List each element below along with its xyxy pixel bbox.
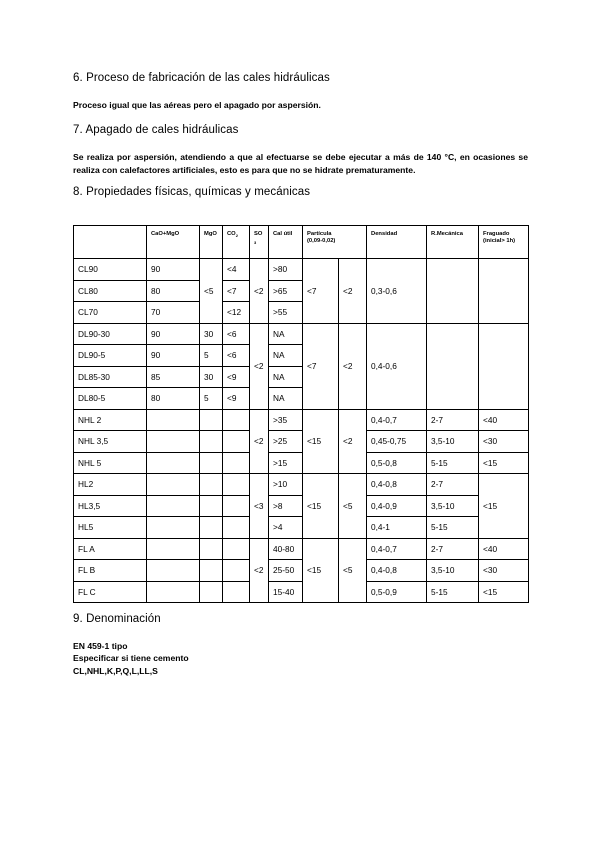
cell-so3: <2 [250,538,269,603]
cell-name: CL90 [74,259,147,281]
cell-mgo [200,452,223,474]
cell-densidad: 0,3-0,6 [367,259,427,324]
cell-co2: <7 [223,280,250,302]
header-co2-sub: 2 [235,233,238,239]
denominacion-block [73,640,189,677]
table-row [74,323,529,345]
cell-rmecanica [427,323,479,409]
section-8-title: 8. Propiedades físicas, químicas y mecánicas [73,186,311,198]
cell-mgo [200,431,223,453]
cell-co2: <4 [223,259,250,281]
cell-cao-mgo: 70 [147,302,200,324]
cell-part-b: <2 [339,409,367,474]
header-fraguado-sub: (inicial> 1h) [483,238,516,244]
cell-cao-mgo [147,495,200,517]
cell-part-b: <2 [339,259,367,324]
header-particula-range: (0,09-0,02) [307,238,336,244]
cell-densidad: 0,5-0,8 [367,452,427,474]
header-so3 [250,226,269,259]
cell-densidad: 0,4-0,8 [367,474,427,496]
cell-rmecanica: 5-15 [427,581,479,603]
cell-fraguado: <15 [479,474,529,539]
cell-cao-mgo [147,409,200,431]
cell-co2 [223,517,250,539]
cell-cal-util: >8 [269,495,303,517]
cell-fraguado: <15 [479,452,529,474]
cell-rmecanica: 2-7 [427,409,479,431]
cell-co2 [223,495,250,517]
cell-rmecanica: 3,5-10 [427,560,479,582]
cell-fraguado [479,259,529,324]
section-7-text-line1: Se realiza por aspersión, atendiendo a que al efectuarse se debe ejecutar a más de 140 °C, en ocasiones se [73,152,528,162]
cell-mgo [200,517,223,539]
cell-cao-mgo [147,560,200,582]
cell-mgo [200,409,223,431]
cell-name: NHL 3,5 [74,431,147,453]
cell-co2 [223,474,250,496]
cell-mgo [200,581,223,603]
cell-co2: <9 [223,388,250,410]
cell-co2: <9 [223,366,250,388]
cell-cal-util: 15-40 [269,581,303,603]
cell-co2: <6 [223,345,250,367]
cell-mgo: <5 [200,259,223,324]
cell-co2: <12 [223,302,250,324]
table-row [74,431,529,453]
header-particula-text: Partícula [307,231,332,237]
cell-name: DL90-5 [74,345,147,367]
cell-densidad: 0,4-1 [367,517,427,539]
cell-rmecanica: 2-7 [427,474,479,496]
cell-cao-mgo [147,517,200,539]
cell-co2 [223,538,250,560]
cell-cao-mgo: 90 [147,345,200,367]
cell-cao-mgo: 90 [147,323,200,345]
cell-cao-mgo: 90 [147,259,200,281]
table-row [74,560,529,582]
cell-cao-mgo [147,538,200,560]
cell-so3: <2 [250,409,269,474]
cell-cal-util: >35 [269,409,303,431]
cell-part-b: <5 [339,538,367,603]
cell-cal-util: >4 [269,517,303,539]
cell-co2 [223,581,250,603]
cell-cao-mgo [147,474,200,496]
section-6-text: Proceso igual que las aéreas pero el apagado por aspersión. [73,100,321,110]
cell-part-a: <15 [303,474,339,539]
cell-densidad: 0,45-0,75 [367,431,427,453]
cell-densidad: 0,4-0,7 [367,409,427,431]
cell-cao-mgo: 80 [147,388,200,410]
cell-cal-util: NA [269,366,303,388]
header-particula [303,226,367,259]
cell-densidad: 0,4-0,8 [367,560,427,582]
cell-mgo [200,560,223,582]
cell-fraguado: <15 [479,581,529,603]
cell-cal-util: 25-50 [269,560,303,582]
cell-part-b: <5 [339,474,367,539]
cell-name: FL B [74,560,147,582]
cell-cal-util: NA [269,388,303,410]
cell-so3: <2 [250,259,269,324]
cell-so3: <2 [250,323,269,409]
table-header-row [74,226,529,259]
header-densidad: Densidad [367,226,427,259]
cell-fraguado: <40 [479,538,529,560]
denominacion-line1: EN 459-1 tipo [73,641,128,651]
cell-cal-util: 40-80 [269,538,303,560]
cell-mgo [200,474,223,496]
cell-rmecanica: 3,5-10 [427,431,479,453]
table-row [74,474,529,496]
cell-co2 [223,560,250,582]
cell-co2 [223,452,250,474]
cell-cal-util: >55 [269,302,303,324]
header-cao-mgo: CaO+MgO [147,226,200,259]
cell-name: DL90-30 [74,323,147,345]
cell-cao-mgo: 80 [147,280,200,302]
cell-mgo [200,495,223,517]
cell-rmecanica: 2-7 [427,538,479,560]
header-so3-text: SO [254,231,263,237]
cell-cao-mgo: 85 [147,366,200,388]
table-row [74,452,529,474]
table-row [74,581,529,603]
properties-table [73,225,529,603]
cell-name: NHL 5 [74,452,147,474]
section-7-title: 7. Apagado de cales hidráulicas [73,124,239,136]
cell-name: HL3,5 [74,495,147,517]
cell-name: CL70 [74,302,147,324]
header-rmecanica: R.Mecánica [427,226,479,259]
cell-name: HL2 [74,474,147,496]
cell-densidad: 0,4-0,6 [367,323,427,409]
cell-densidad: 0,4-0,7 [367,538,427,560]
section-6-title: 6. Proceso de fabricación de las cales hidráulicas [73,72,330,84]
denominacion-line2: Especificar si tiene cemento [73,653,189,664]
cell-so3: <3 [250,474,269,539]
cell-rmecanica: 3,5-10 [427,495,479,517]
cell-cal-util: >80 [269,259,303,281]
section-9-title: 9. Denominación [73,613,161,625]
table-row [74,259,529,281]
cell-cal-util: NA [269,345,303,367]
cell-cal-util: >15 [269,452,303,474]
cell-cal-util: NA [269,323,303,345]
cell-fraguado [479,323,529,409]
cell-rmecanica [427,259,479,324]
table-row [74,517,529,539]
cell-fraguado: <30 [479,431,529,453]
cell-co2: <6 [223,323,250,345]
header-empty [74,226,147,259]
cell-part-b: <2 [339,323,367,409]
cell-fraguado: <40 [479,409,529,431]
header-mgo: MgO [200,226,223,259]
table-row [74,538,529,560]
cell-mgo: 5 [200,345,223,367]
cell-mgo [200,538,223,560]
cell-cal-util: >10 [269,474,303,496]
cell-densidad: 0,5-0,9 [367,581,427,603]
table-row [74,409,529,431]
cell-densidad: 0,4-0,9 [367,495,427,517]
header-so3-sub: 3 [254,240,257,246]
cell-mgo: 30 [200,366,223,388]
cell-name: FL A [74,538,147,560]
header-co2-text: CO [227,231,236,237]
cell-rmecanica: 5-15 [427,452,479,474]
header-fraguado [479,226,529,259]
cell-name: DL85-30 [74,366,147,388]
cell-cal-util: >25 [269,431,303,453]
section-7-text-line2: realiza con calefactores artificiales, esto es para que no se hidrate prematuramente. [73,165,416,175]
header-fraguado-text: Fraguado [483,231,510,237]
cell-part-a: <7 [303,323,339,409]
cell-fraguado: <30 [479,560,529,582]
cell-mgo: 30 [200,323,223,345]
cell-name: HL5 [74,517,147,539]
cell-name: NHL 2 [74,409,147,431]
cell-name: CL80 [74,280,147,302]
cell-part-a: <15 [303,409,339,474]
cell-cao-mgo [147,581,200,603]
header-cal-util: Cal útil [269,226,303,259]
cell-rmecanica: 5-15 [427,517,479,539]
header-co2 [223,226,250,259]
cell-name: FL C [74,581,147,603]
table-row [74,495,529,517]
cell-name: DL80-5 [74,388,147,410]
cell-cal-util: >65 [269,280,303,302]
cell-part-a: <15 [303,538,339,603]
cell-co2 [223,431,250,453]
denominacion-line3: CL,NHL,K,P,Q,L,LL,S [73,665,158,676]
cell-cao-mgo [147,431,200,453]
cell-part-a: <7 [303,259,339,324]
cell-co2 [223,409,250,431]
cell-mgo: 5 [200,388,223,410]
cell-cao-mgo [147,452,200,474]
